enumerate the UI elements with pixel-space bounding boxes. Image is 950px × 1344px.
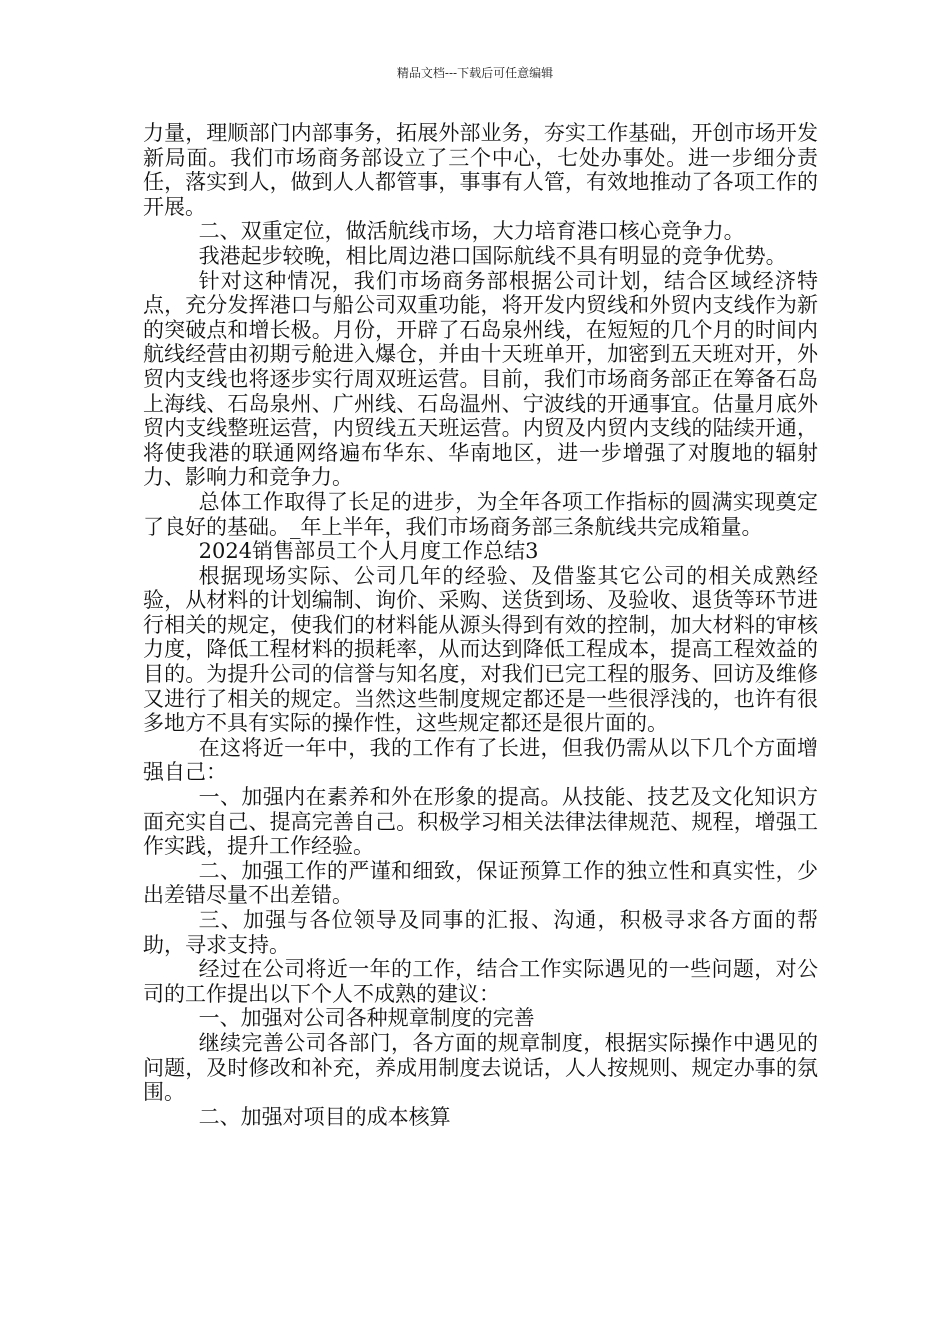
paragraph: 经过在公司将近一年的工作，结合工作实际遇见的一些问题，对公司的工作提出以下个人不成熟的建议： xyxy=(143,957,818,1006)
paragraph: 在这将近一年中，我的工作有了长进，但我仍需从以下几个方面增强自己： xyxy=(143,735,818,785)
paragraph: 力量，理顺部门内部事务，拓展外部业务，夯实工作基础，开创市场开发新局面。我们市场商务部设立了三个中心，七处办事处。进一步细分责任，落实到人，做到人人都管事，事事有人管，有效地推动了各项工作的开展。 xyxy=(143,121,818,219)
section-heading: 一、加强对公司各种规章制度的完善 xyxy=(198,1006,535,1031)
section-heading: 二、双重定位，做活航线市场，大力培育港口核心竞争力。 xyxy=(198,219,745,244)
section-heading: 二、加强对项目的成本核算 xyxy=(198,1104,451,1129)
document-body xyxy=(143,121,818,1129)
paragraph: 针对这种情况，我们市场商务部根据公司计划，结合区域经济特点，充分发挥港口与船公司双重功能，将开发内贸线和外贸内支线作为新的突破点和增长极。月份，开辟了石岛泉州线，在短短的几个月的时间内航线经营由初期亏舱进入爆仓，并由十天班单开，加密到五天班对开，外贸内支线也将逐步实行周双班运营。目前，我们市场商务部正在筹备石岛上海线、石岛泉州、广州线、石岛温州、宁波线的开通事宜。估量月底外贸内支线整班运营，内贸线五天班运营。内贸及内贸内支线的陆续开通，将使我港的联通网络遍布华东、华南地区，进一步增强了对腹地的辐射力、影响力和竞争力。 xyxy=(143,268,818,490)
paragraph: 总体工作取得了长足的进步，为全年各项工作指标的圆满实现奠定了良好的基础。_年上半年，我们市场商务部三条航线共完成箱量。 xyxy=(143,489,818,539)
paragraph: 我港起步较晚，相比周边港口国际航线不具有明显的竞争优势。 xyxy=(198,243,787,268)
list-item: 三、加强与各位领导及同事的汇报、沟通，积极寻求各方面的帮助，寻求支持。 xyxy=(143,908,818,957)
list-item: 一、加强内在素养和外在形象的提高。从技能、技艺及文化知识方面充实自己、提高完善自己。积极学习相关法律法律规范、规程，增强工作实践，提升工作经验。 xyxy=(143,785,818,859)
paragraph: 继续完善公司各部门，各方面的规章制度，根据实际操作中遇见的问题，及时修改和补充，养成用制度去说话，人人按规则、规定办事的氛围。 xyxy=(143,1030,818,1105)
paragraph: 根据现场实际、公司几年的经验、及借鉴其它公司的相关成熟经验，从材料的计划编制、询价、采购、送货到场、及验收、退货等环节进行相关的规定，使我们的材料能从源头得到有效的控制，加大材料的审核力度，降低工程材料的损耗率，从而达到降低工程成本，提高工程效益的目的。为提升公司的信誉与知名度，对我们已完工程的服务、回访及维修又进行了相关的规定。当然这些制度规定都还是一些很浮浅的，也许有很多地方不具有实际的操作性，这些规定都还是很片面的。 xyxy=(143,563,818,736)
page-header: 精品文档---下载后可任意编辑 xyxy=(396,66,554,80)
document-title: 2024销售部员工个人月度工作总结3 xyxy=(198,539,539,564)
list-item: 二、加强工作的严谨和细致，保证预算工作的独立性和真实性，少出差错尽量不出差错。 xyxy=(143,858,818,908)
